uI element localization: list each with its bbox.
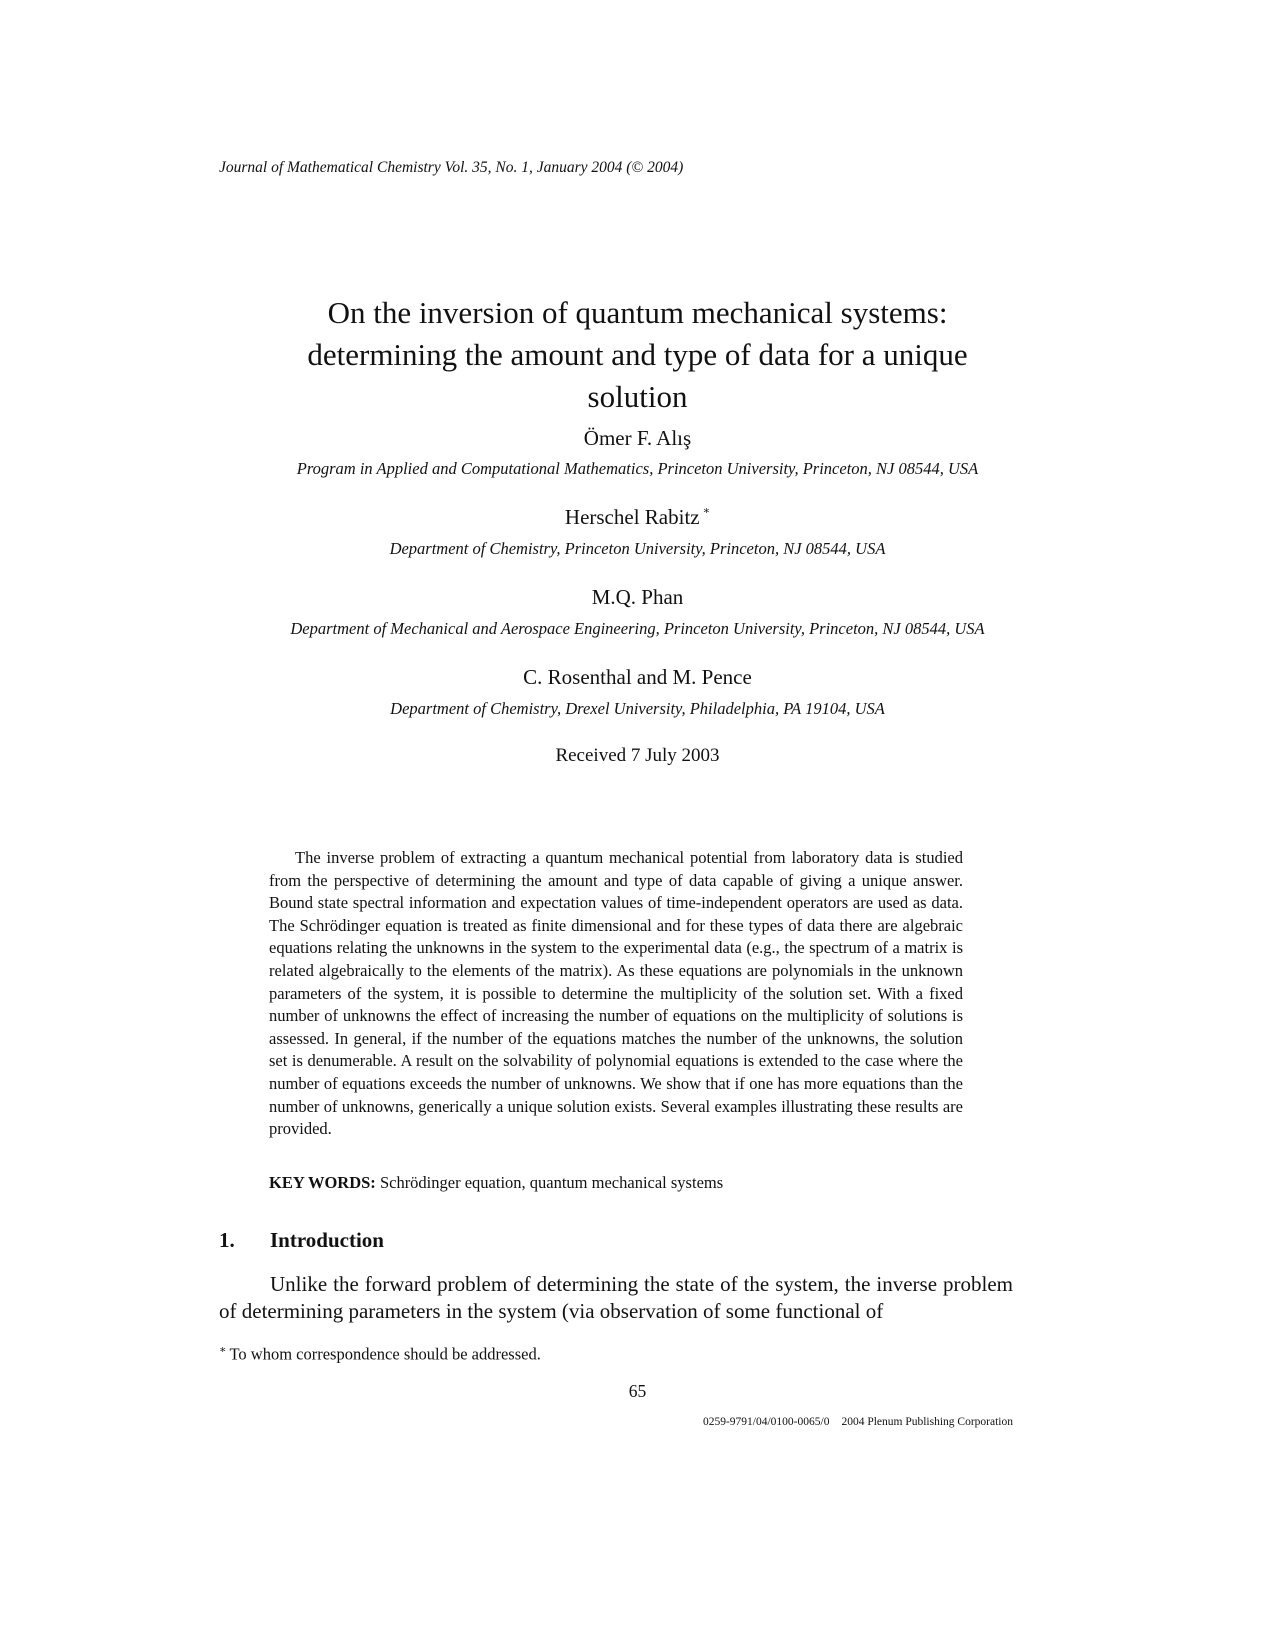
title-line-2: determining the amount and type of data for a unique (307, 337, 968, 372)
author-affiliation-1: Program in Applied and Computational Mathematics, Princeton University, Princeton, NJ 08544, USA (296, 459, 979, 478)
section-number: 1. (219, 1228, 235, 1252)
keywords (269, 1173, 723, 1193)
paper-title (0, 292, 1275, 418)
title-line-3: solution (587, 379, 688, 414)
footnote-text: To whom correspondence should be addressed. (229, 1344, 541, 1364)
publisher-code: 0259-9791/04/0100-0065/0 (702, 1416, 830, 1428)
footnote (219, 1343, 541, 1365)
section-title: Introduction (270, 1228, 384, 1252)
author-affiliation-4: Department of Chemistry, Drexel University, Philadelphia, PA 19104, USA (390, 699, 885, 718)
title-line-1: On the inversion of quantum mechanical systems: (327, 295, 948, 330)
publisher-line (560, 1416, 1013, 1428)
section-heading (219, 1228, 384, 1253)
received-date: Received 7 July 2003 (555, 745, 720, 766)
keywords-label: KEY WORDS: (269, 1173, 376, 1192)
intro-paragraph: Unlike the forward problem of determining the state of the system, the inverse problem of determining parameters in the system (via observation of some functional of (219, 1272, 1013, 1323)
author-name-4: C. Rosenthal and M. Pence (523, 665, 752, 689)
page-number: 65 (628, 1381, 647, 1401)
correspondence-mark: ∗ (702, 505, 711, 517)
author-name-2: Herschel Rabitz (564, 505, 700, 529)
author-block-2 (0, 505, 1275, 530)
footnote-mark: ∗ (219, 1344, 227, 1356)
publisher-name: 2004 Plenum Publishing Corporation (841, 1416, 1013, 1428)
keywords-text: Schrödinger equation, quantum mechanical systems (379, 1173, 724, 1192)
author-name-1: Ömer F. Alış (583, 426, 692, 450)
author-name-3: M.Q. Phan (591, 585, 684, 609)
author-affiliation-3: Department of Mechanical and Aerospace Engineering, Princeton University, Princeton, NJ 08544, USA (290, 619, 985, 638)
author-affiliation-2: Department of Chemistry, Princeton University, Princeton, NJ 08544, USA (389, 539, 886, 558)
journal-header: Journal of Mathematical Chemistry Vol. 35, No. 1, January 2004 (© 2004) (219, 159, 684, 176)
abstract: The inverse problem of extracting a quantum mechanical potential from laboratory data is studied from the perspective of determining the amount and type of data capable of giving a unique answer. Bound state spectral information and expectation values of time-independent operators are used as data. The Schrödinger equation is treated as finite dimensional and for these types of data there are algebraic equations relating the unknowns in the system to the experimental data (e.g., the spectrum of a matrix is related algebraically to the elements of the matrix). As these equations are polynomials in the unknown parameters of the system, it is possible to determine the multiplicity of the solution set. With a fixed number of unknowns the effect of increasing the number of equations on the multiplicity of solutions is assessed. In general, if the number of the equations matches the number of the unknowns, the solution set is denumerable. A result on the solvability of polynomial equations is extended to the case where the number of equations exceeds the number of unknowns. We show that if one has more equations than the number of unknowns, generically a unique solution exists. Several examples illustrating these results are provided. (269, 848, 963, 1139)
